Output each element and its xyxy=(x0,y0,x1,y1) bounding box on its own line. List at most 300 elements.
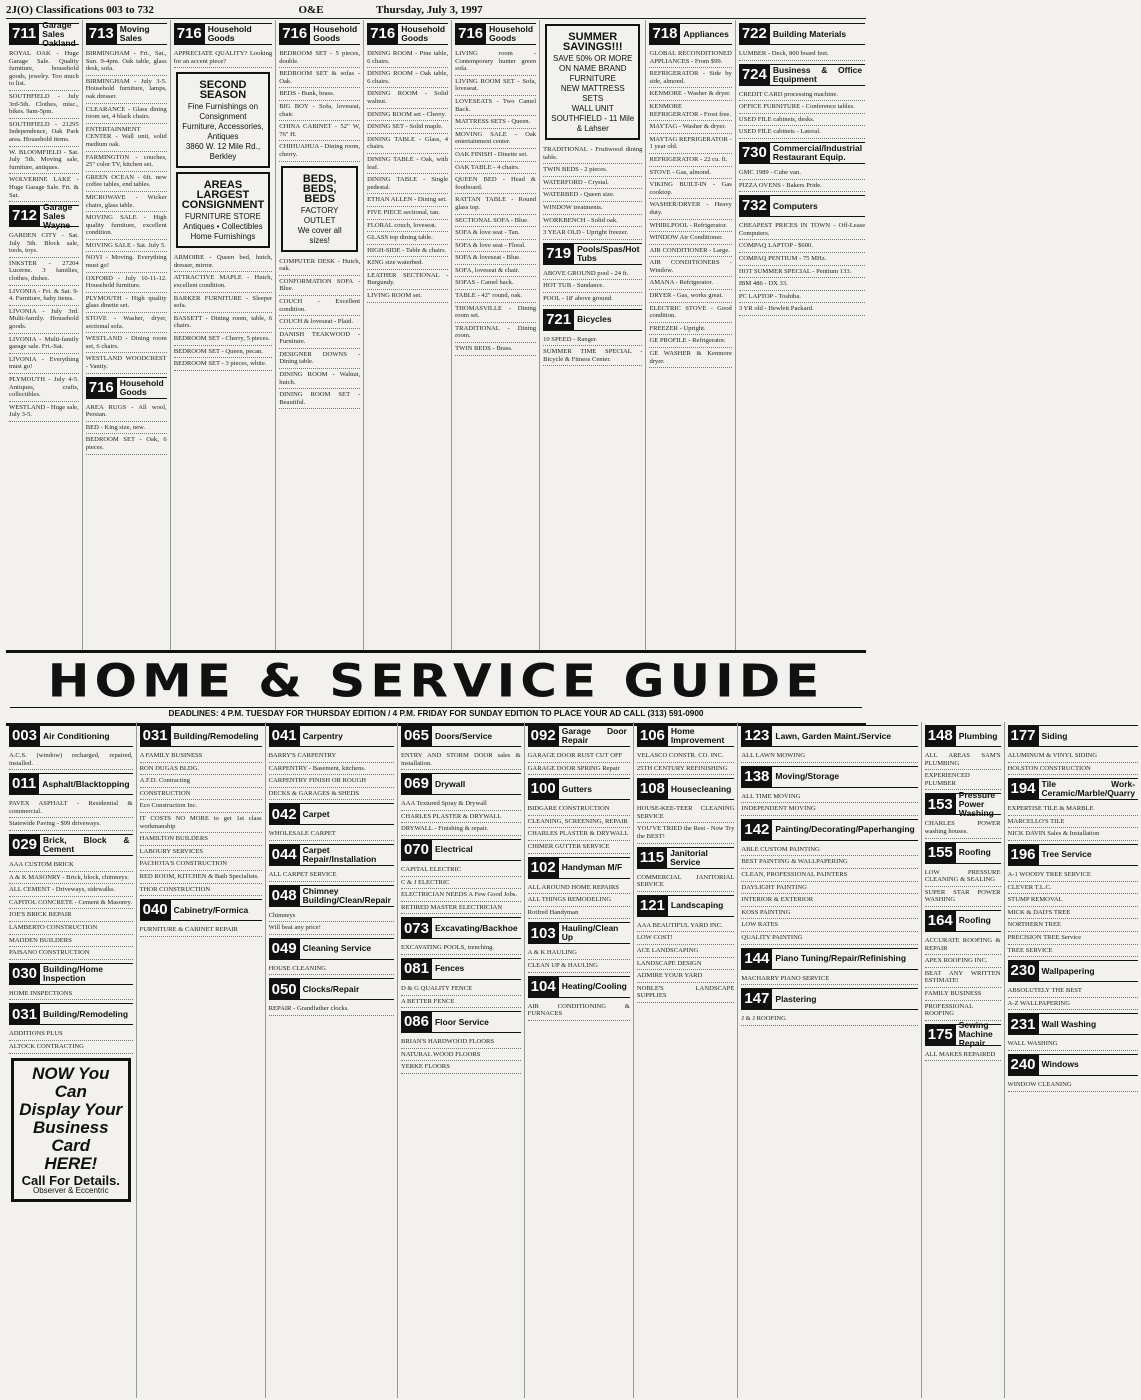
classified-ad: LOVESEATS - Two Camel Back. xyxy=(455,96,536,116)
classified-ad: A & K HAULING xyxy=(528,947,630,960)
classified-ad: J & J ROOFING xyxy=(741,1013,917,1026)
display-ad xyxy=(176,172,271,248)
classified-ad: SOFA & love seat - Tan. xyxy=(455,227,536,240)
bottom-service-columns xyxy=(6,722,1136,1398)
classified-ad: ACE LANDSCAPING xyxy=(637,945,735,958)
classified-ad: WOLVERINE LAKE - Huge Garage Sale. Fri. & Sat. xyxy=(9,174,79,202)
section-number: 240 xyxy=(1008,1055,1039,1075)
section-name: Hauling/Clean Up xyxy=(561,923,619,943)
section-name: Fences xyxy=(434,963,465,974)
classified-ad: CHINA CABINET - 52" W, 76" H. xyxy=(279,121,360,141)
section-name: Cleaning Service xyxy=(302,943,372,954)
classified-ad: KENMORE REFRIGERATOR - Frost free. xyxy=(649,101,731,121)
section-number: 086 xyxy=(401,1012,432,1032)
section-heading xyxy=(528,778,630,800)
top-classifieds-columns xyxy=(6,20,866,650)
classified-ad: SUMMER TIME SPECIAL - Bicycle & Fitness Center. xyxy=(543,346,642,366)
section-name: Commercial/Industrial Restaurant Equip. xyxy=(772,142,863,162)
section-name: Pools/Spas/Hot Tubs xyxy=(577,243,640,263)
section-heading xyxy=(401,958,521,980)
section-number: 073 xyxy=(401,918,432,938)
top-column xyxy=(646,20,735,650)
classified-ad: HOUSE-KEE-TEER CLEANING SERVICE xyxy=(637,803,735,823)
classified-ad: NICK DAVIN Sales & Installation xyxy=(1008,828,1139,841)
bottom-column xyxy=(266,722,398,1398)
section-name: Garage Sales Wayne xyxy=(43,201,73,230)
section-heading xyxy=(925,1020,1001,1049)
section-heading xyxy=(401,839,521,861)
section-heading xyxy=(925,789,1001,818)
section-name: Painting/Decorating/Paperhanging xyxy=(775,824,915,835)
classified-ad: Rotfred Handyman xyxy=(528,907,630,920)
classified-ad: SOUTHFIELD - July 3rd-5th. Clothes, misc., bikes. 9am-5pm. xyxy=(9,91,79,119)
section-name: Plumbing xyxy=(958,730,998,741)
section-heading xyxy=(543,309,642,331)
classified-ad: LUMBER - Deck, 800 board feet. xyxy=(739,48,865,61)
guide-title: HOME & SERVICE GUIDE xyxy=(47,654,825,708)
section-number: 711 xyxy=(9,24,39,44)
classified-ad: SOFA & loveseat - Blue. xyxy=(455,252,536,265)
classified-ad: Will beat any price! xyxy=(269,922,394,935)
classified-ad: CLEARANCE - Glass dining room set, 4 black chairs. xyxy=(86,104,167,124)
classified-ad: DINING ROOM - Solid walnut. xyxy=(367,88,448,108)
section-number: 041 xyxy=(269,726,300,746)
section-name: Home Improvement xyxy=(670,726,725,745)
top-column xyxy=(736,20,868,650)
classified-ad: PRECISION TREE Service xyxy=(1008,932,1139,945)
display-ad-line: Antiques • Collectibles xyxy=(183,222,263,232)
classified-ad: DESIGNER DOWNS - Dining table. xyxy=(279,349,360,369)
classified-ad: DINING TABLE - Single pedestal. xyxy=(367,174,448,194)
section-heading xyxy=(649,23,731,45)
section-heading xyxy=(637,725,735,747)
classified-ad: FAMILY BUSINESS xyxy=(925,988,1001,1001)
section-heading xyxy=(1008,778,1139,800)
classified-ad: A.F.D. Contracting xyxy=(140,775,262,788)
section-name: Plastering xyxy=(775,993,817,1004)
section-name: Piano Tuning/Repair/Refinishing xyxy=(775,953,907,964)
classified-ad: A BETTER FENCE xyxy=(401,996,521,1009)
classified-ad: COMPAQ PENTIUM - 75 MHz. xyxy=(739,253,865,266)
classified-ad: A & K MASONRY - Brick, block, chimneys. xyxy=(9,872,133,885)
classified-ad: SOFA, loveseat & chair. xyxy=(455,265,536,278)
classified-ad: COMMERCIAL JANITORIAL SERVICE xyxy=(637,872,735,892)
classified-ad: MOVING SALE - High quality furniture, excellent condition. xyxy=(86,212,167,240)
classified-ad: TWIN BEDS - 2 pieces. xyxy=(543,164,642,177)
promo-line: Observer & Eccentric xyxy=(33,1186,109,1196)
section-number: 719 xyxy=(543,244,574,264)
section-name: Air Conditioning xyxy=(43,730,110,741)
top-column xyxy=(364,20,452,650)
section-heading xyxy=(401,773,521,795)
classified-ad: AIR CONDITIONERS - Window. xyxy=(649,257,731,277)
classified-ad: BEDROOM SET - Cherry, 5 pieces. xyxy=(174,333,273,346)
classified-ad: ADDITIONS PLUS xyxy=(9,1028,133,1041)
classified-ad: QUALITY PAINTING xyxy=(741,932,917,945)
classified-ad: POOL - 18' above ground. xyxy=(543,293,642,306)
top-column xyxy=(276,20,364,650)
classified-ad: CONFORMATION SOFA - Blue. xyxy=(279,276,360,296)
classified-ad: TABLE - 42" round, oak. xyxy=(455,290,536,303)
classified-ad: MAYTAG REFRIGERATOR - 1 year old. xyxy=(649,134,731,154)
display-ad-line: FACTORY OUTLET xyxy=(300,205,339,225)
section-heading xyxy=(739,64,865,86)
section-name: Moving Sales xyxy=(119,24,150,43)
classified-ad: BARKER FURNITURE - Sleeper sofa. xyxy=(174,293,273,313)
classified-ad: LOW RATES xyxy=(741,919,917,932)
section-heading xyxy=(269,885,394,907)
classified-ad: WATERFORD - Crystal. xyxy=(543,177,642,190)
classified-ad: STOVE - Gas, almond. xyxy=(649,167,731,180)
classified-ad: FURNITURE & CABINET REPAIR xyxy=(140,924,262,937)
section-number: 048 xyxy=(269,886,300,906)
section-number: 177 xyxy=(1008,726,1039,746)
classified-ad: WESTLAND WOODCREST - Vanity. xyxy=(86,353,167,373)
promo-line: Business Card xyxy=(32,1117,109,1155)
classified-ad: STUMP REMOVAL xyxy=(1008,894,1139,907)
classified-ad: BEDROOM SET & sofas - Oak. xyxy=(279,68,360,88)
section-number: 712 xyxy=(9,206,40,226)
classified-ad: DECKS & GARAGES & SHEDS xyxy=(269,788,394,801)
section-name: Cabinetry/Formica xyxy=(173,904,249,915)
section-number: 029 xyxy=(9,835,40,855)
classified-ad: MICROWAVE - Wicker chairs, glass table. xyxy=(86,192,167,212)
classified-ad: GLOBAL RECONDITIONED APPLIANCES - From $99. xyxy=(649,48,731,68)
classified-ad: JOE'S BRICK REPAIR xyxy=(9,909,133,922)
section-heading xyxy=(741,819,917,841)
classified-ad: 3 YR old - Hewlett Packard. xyxy=(739,303,865,316)
classified-ad: DAYLIGHT PAINTING xyxy=(741,882,917,895)
classified-ad: CLEVER T.L.C. xyxy=(1008,882,1139,895)
classified-ad: A-1 WOODY TREE SERVICE xyxy=(1008,869,1139,882)
classified-ad: GARDEN CITY - Sat. July 5th. Block sale, tools, toys. xyxy=(9,230,79,258)
section-heading xyxy=(269,803,394,825)
section-heading xyxy=(739,142,865,164)
section-heading xyxy=(269,978,394,1000)
classified-ad: MACHARRY PIANO SERVICE xyxy=(741,973,917,986)
classified-ad: SOFAS - Camel back. xyxy=(455,277,536,290)
section-number: 081 xyxy=(401,959,432,979)
promo-line: NOW You Can xyxy=(32,1063,110,1101)
display-ad-line: SOUTHFIELD - 11 Mile & Lahser xyxy=(551,114,635,133)
classified-ad: CAPITAL ELECTRIC xyxy=(401,864,521,877)
classified-ad: CHARLES PLASTER & DRYWALL xyxy=(401,811,521,824)
section-name: Sewing Machine Repair xyxy=(958,1020,993,1049)
section-name: Building/Remodeling xyxy=(43,1008,129,1019)
classified-ad: BEAT ANY WRITTEN ESTIMATE! xyxy=(925,968,1001,988)
header-date: Thursday, July 3, 1997 xyxy=(376,4,483,16)
classified-ad: AIR CONDITIONER - Large. xyxy=(649,245,731,258)
classified-ad: NORTHERN TREE xyxy=(1008,919,1139,932)
classified-ad: BASSETT - Dining room, table, 6 chairs. xyxy=(174,313,273,333)
section-number: 049 xyxy=(269,939,300,959)
section-heading xyxy=(401,917,521,939)
section-name: Chimney Building/Clean/Repair xyxy=(302,885,391,905)
section-name: Computers xyxy=(772,200,818,211)
section-number: 718 xyxy=(649,24,680,44)
classified-ad: APEX ROOFING INC. xyxy=(925,955,1001,968)
header-publication: O&E xyxy=(298,4,324,16)
display-ad-line: AREAS LARGEST CONSIGNMENT xyxy=(181,179,265,212)
classified-ad: CARPENTRY - Basement, kitchens. xyxy=(269,763,394,776)
classified-ad: INTERIOR & EXTERIOR xyxy=(741,894,917,907)
section-number: 196 xyxy=(1008,845,1039,865)
top-column xyxy=(540,20,646,650)
classified-ad: BIRMINGHAM - July 3-5. Household furniture, lamps, oak dresser. xyxy=(86,76,167,104)
section-name: Floor Service xyxy=(434,1016,489,1027)
section-number: 103 xyxy=(528,923,559,943)
classified-ad: COUCH & loveseat - Plaid. xyxy=(279,316,360,329)
classified-ad: QUEEN BED - Head & footboard. xyxy=(455,174,536,194)
section-heading xyxy=(140,899,262,921)
top-column xyxy=(452,20,540,650)
classified-ad: COUCH - Excellent condition. xyxy=(279,296,360,316)
display-ad-line: WALL UNIT xyxy=(571,104,614,113)
classified-ad: FIVE PIECE sectional, tan. xyxy=(367,207,448,220)
classified-ad: ABSOLUTELY THE BEST xyxy=(1008,985,1139,998)
section-heading xyxy=(741,948,917,970)
section-heading xyxy=(9,834,133,856)
section-name: Household Goods xyxy=(401,24,446,43)
section-number: 144 xyxy=(741,949,772,969)
classified-ad: BEDS - Bunk, brass. xyxy=(279,88,360,101)
section-number: 104 xyxy=(528,977,559,997)
classified-ad: BIG BOY - Sofa, loveseat, chair. xyxy=(279,101,360,121)
classified-ad: AMANA - Refrigerator. xyxy=(649,277,731,290)
display-ad-line: We cover all sizes! xyxy=(297,225,342,245)
section-number: 724 xyxy=(739,65,770,85)
classified-ad: WESTLAND - Dining room set, 6 chairs. xyxy=(86,333,167,353)
display-ad-line: BEDS, BEDS, BEDS xyxy=(302,172,337,205)
classified-ad: KOSS PAINTING xyxy=(741,907,917,920)
classified-ad: LAMBERTO CONSTRUCTION xyxy=(9,922,133,935)
classified-ad: INKSTER - 27204 Lucerne. 3 families, clothes, dishes. xyxy=(9,258,79,286)
classified-ad: TWIN BEDS - Brass. xyxy=(455,343,536,356)
classified-ad: GE PROFILE - Refrigerator. xyxy=(649,335,731,348)
classified-ad: EXPERTISE TILE & MARBLE xyxy=(1008,803,1139,816)
top-column xyxy=(6,20,83,650)
classified-ad: ABLE CUSTOM PAINTING xyxy=(741,844,917,857)
section-number: 092 xyxy=(528,726,559,746)
classified-ad: NOVI - Moving. Everything must go! xyxy=(86,252,167,272)
classified-ad: BED - King size, new. xyxy=(86,422,167,435)
classified-ad: WHOLESALE CARPET xyxy=(269,828,394,841)
classified-ad: ACCURATE ROOFING & REPAIR xyxy=(925,935,1001,955)
section-heading xyxy=(86,23,167,45)
section-heading xyxy=(1008,1054,1139,1076)
classified-ad: BRIAN'S HARDWOOD FLOORS xyxy=(401,1036,521,1049)
section-heading xyxy=(9,773,133,795)
section-number: 147 xyxy=(741,989,772,1009)
classified-ad: PAVEX ASPHALT - Residential & commercial. xyxy=(9,798,133,818)
section-heading xyxy=(9,725,133,747)
classified-ad: TRADITIONAL - Dining room. xyxy=(455,323,536,343)
section-heading xyxy=(9,1003,133,1025)
classified-ad: GARAGE DOOR SPRING Repair xyxy=(528,763,630,776)
classified-ad: SOUTHFIELD - 21295 Independence, Oak Park area. Household items. xyxy=(9,119,79,147)
section-number: 123 xyxy=(741,726,772,746)
classified-ad: HOT TUB - Sundance. xyxy=(543,280,642,293)
section-name: Garage Sales Oakland xyxy=(42,19,76,48)
classified-ad: ALL CEMENT - Driveways, sidewalks. xyxy=(9,884,133,897)
bottom-column xyxy=(398,722,525,1398)
classified-ad: COMPAQ LAPTOP - $600. xyxy=(739,240,865,253)
section-name: Household Goods xyxy=(489,24,534,43)
classified-ad: W. BLOOMFIELD - Sat. July 5th. Moving sale, furniture, antiques. xyxy=(9,147,79,175)
classified-ad: WATERBED - Queen size. xyxy=(543,189,642,202)
display-ad xyxy=(545,24,640,140)
section-heading xyxy=(739,23,865,45)
section-number: 100 xyxy=(528,779,559,799)
section-name: Handyman M/F xyxy=(561,862,623,873)
classified-ad: REFRIGERATOR - 22 cu. ft. xyxy=(649,154,731,167)
section-heading xyxy=(269,844,394,866)
classified-ad: GARAGE DOOR RUST CUT OFF xyxy=(528,750,630,763)
section-name: Bicycles xyxy=(577,314,612,325)
classified-ad: CLEANING, SCREENING, REPAIR xyxy=(528,816,630,829)
section-name: Doors/Service xyxy=(434,730,493,741)
display-ad-line: Furniture, Accessories, Antiques xyxy=(182,122,264,142)
section-name: Excavating/Backhoe xyxy=(434,922,518,933)
classified-ad: RED ROOM, KITCHEN & Bath Specialists. xyxy=(140,871,262,884)
section-heading xyxy=(269,725,394,747)
section-name: Household Goods xyxy=(119,377,164,397)
section-number: 040 xyxy=(140,900,171,920)
section-heading xyxy=(528,725,630,747)
section-heading xyxy=(174,23,273,45)
classified-ad: Statewide Paving - $99 driveways. xyxy=(9,818,133,831)
business-card-promo xyxy=(11,1058,131,1202)
classified-ad: WESTLAND - Huge sale, July 3-5. xyxy=(9,402,79,422)
section-heading xyxy=(528,922,630,944)
promo-line: Call For Details. xyxy=(21,1172,120,1188)
classified-ad: PLYMOUTH - High quality glass dinette set. xyxy=(86,293,167,313)
classified-ad: OXFORD - July 10-11-12. Household furniture. xyxy=(86,273,167,293)
classified-ad: CHIMER GUTTER SERVICE xyxy=(528,841,630,854)
classified-ad: SOFA & love seat - Floral. xyxy=(455,240,536,253)
section-number: 713 xyxy=(86,24,117,44)
classified-ad: LOW COST! xyxy=(637,932,735,945)
classified-ad: CHARLES POWER washing houses. xyxy=(925,818,1001,838)
classified-ad: LABOURY SERVICES xyxy=(140,846,262,859)
classified-ad: DINING ROOM - Pine table, 6 chairs. xyxy=(367,48,448,68)
classified-ad: CHEAPEST PRICES IN TOWN - Off-Lease Computers. xyxy=(739,220,865,240)
section-number: 011 xyxy=(9,774,39,794)
classified-ad: PLYMOUTH - July 4-5. Antiques, crafts, collectibles. xyxy=(9,374,79,402)
section-number: 231 xyxy=(1008,1014,1039,1034)
section-name: Janitorial Service xyxy=(670,847,708,867)
section-number: 115 xyxy=(637,848,667,868)
classified-ad: MOVING SALE - Sat. July 5. xyxy=(86,240,167,253)
classified-ad: ENTRY AND STORM DOOR sales & installation. xyxy=(401,750,521,770)
classified-ad: STOVE - Washer, dryer, sectional sofa. xyxy=(86,313,167,333)
section-number: 069 xyxy=(401,774,432,794)
section-name: Moving/Storage xyxy=(775,771,840,782)
classified-ad: MATTRESS SETS - Queen. xyxy=(455,116,536,129)
classified-ad: RON DUGAS BLDG. xyxy=(140,763,262,776)
classified-ad: WINDOW Air Conditioner. xyxy=(649,232,731,245)
section-heading xyxy=(741,988,917,1010)
classified-ad: USED FILE cabinets - Lateral. xyxy=(739,126,865,139)
section-number: 070 xyxy=(401,840,432,860)
classified-ad: CLEAN, PROFESSIONAL PAINTERS xyxy=(741,869,917,882)
section-number: 044 xyxy=(269,845,300,865)
classified-ad: MICK & DAD'S TREE xyxy=(1008,907,1139,920)
classified-ad: DINING TABLE - Oak, with leaf. xyxy=(367,154,448,174)
section-name: Pressure Power Washing xyxy=(958,789,996,818)
display-ad-line: FURNITURE STORE xyxy=(185,212,261,222)
promo-line: Display Your xyxy=(19,1099,123,1119)
section-heading xyxy=(9,19,79,48)
section-heading xyxy=(9,201,79,230)
classified-ad: 25TH CENTURY REFINISHING xyxy=(637,763,735,776)
section-number: 148 xyxy=(925,726,956,746)
section-heading xyxy=(741,766,917,788)
classified-ad: CAPITOL CONCRETE - Cement & Masonry. xyxy=(9,897,133,910)
classified-ad: A FAMILY BUSINESS xyxy=(140,750,262,763)
section-name: Landscaping xyxy=(670,900,724,911)
classified-ad: GE WASHER & Kenmore dryer. xyxy=(649,348,731,368)
top-column xyxy=(171,20,277,650)
classified-ad: A-Z WALLPAPERING xyxy=(1008,998,1139,1011)
section-heading xyxy=(739,195,865,217)
classified-ad: REFRIGERATOR - Side by side, almond. xyxy=(649,68,731,88)
classified-ad: EXPERIENCED PLUMBER xyxy=(925,770,1001,790)
classified-ad: KENMORE - Washer & dryer. xyxy=(649,88,731,101)
classified-ad: ALL THINGS REMODELING xyxy=(528,894,630,907)
classified-ad: CHIHUAHUA - Dining room, cherry. xyxy=(279,141,360,161)
home-service-guide-banner xyxy=(6,650,866,726)
section-heading xyxy=(741,725,917,747)
section-heading xyxy=(455,23,536,45)
classified-ad: ATTRACTIVE MAPLE - Hutch, excellent condition. xyxy=(174,272,273,292)
classified-ad: HOLSTON CONSTRUCTION xyxy=(1008,763,1139,776)
classified-ad: 10 SPEED - Ranger. xyxy=(543,334,642,347)
section-number: 042 xyxy=(269,804,300,824)
section-name: Building/Home Inspection xyxy=(43,963,104,983)
classified-ad: THOMASVILLE - Dining room set. xyxy=(455,303,536,323)
bottom-column xyxy=(1005,722,1141,1398)
section-name: Carpentry xyxy=(302,730,343,741)
classified-ad: ELECTRICIAN NEEDS A Few Good Jobs. xyxy=(401,889,521,902)
classified-ad: DRYER - Gas, works great. xyxy=(649,290,731,303)
section-name: Carpet Repair/Installation xyxy=(302,844,377,864)
display-ad-line: SAVE 50% OR MORE ON NAME BRAND FURNITURE xyxy=(553,54,633,83)
section-number: 732 xyxy=(739,196,770,216)
running-header xyxy=(6,2,866,19)
classified-ad: SECTIONAL SOFA - Blue. xyxy=(455,215,536,228)
classified-ad: GMC 1989 - Cube van. xyxy=(739,167,865,180)
section-number: 142 xyxy=(741,820,772,840)
bottom-column xyxy=(738,722,921,1398)
section-name: Asphalt/Blacktopping xyxy=(42,778,130,789)
classified-ad: NATURAL WOOD FLOORS xyxy=(401,1049,521,1062)
classified-ad: OFFICE FURNITURE - Conference tables. xyxy=(739,101,865,114)
classified-ad: BEST PAINTING & WALLPAPERING xyxy=(741,856,917,869)
classified-ad: WINDOW CLEANING xyxy=(1008,1079,1139,1092)
classified-ad: TRADITIONAL - Fruitwood dining table. xyxy=(543,144,642,164)
classified-ad: WALL WASHING xyxy=(1008,1038,1139,1051)
classified-ad: A.C.S. (window) recharged, repaired, installed. xyxy=(9,750,133,770)
classified-ad: NOBLE'S LANDSCAPE SUPPLIES xyxy=(637,983,735,1003)
section-name: Business & Office Equipment xyxy=(772,64,863,84)
bottom-column xyxy=(137,722,266,1398)
section-name: Housecleaning xyxy=(670,783,732,794)
section-number: 155 xyxy=(925,843,956,863)
classified-ad: AAA Textured Spray & Drywall xyxy=(401,798,521,811)
section-heading xyxy=(9,963,133,985)
classified-ad: LANDSCAPE DESIGN xyxy=(637,958,735,971)
